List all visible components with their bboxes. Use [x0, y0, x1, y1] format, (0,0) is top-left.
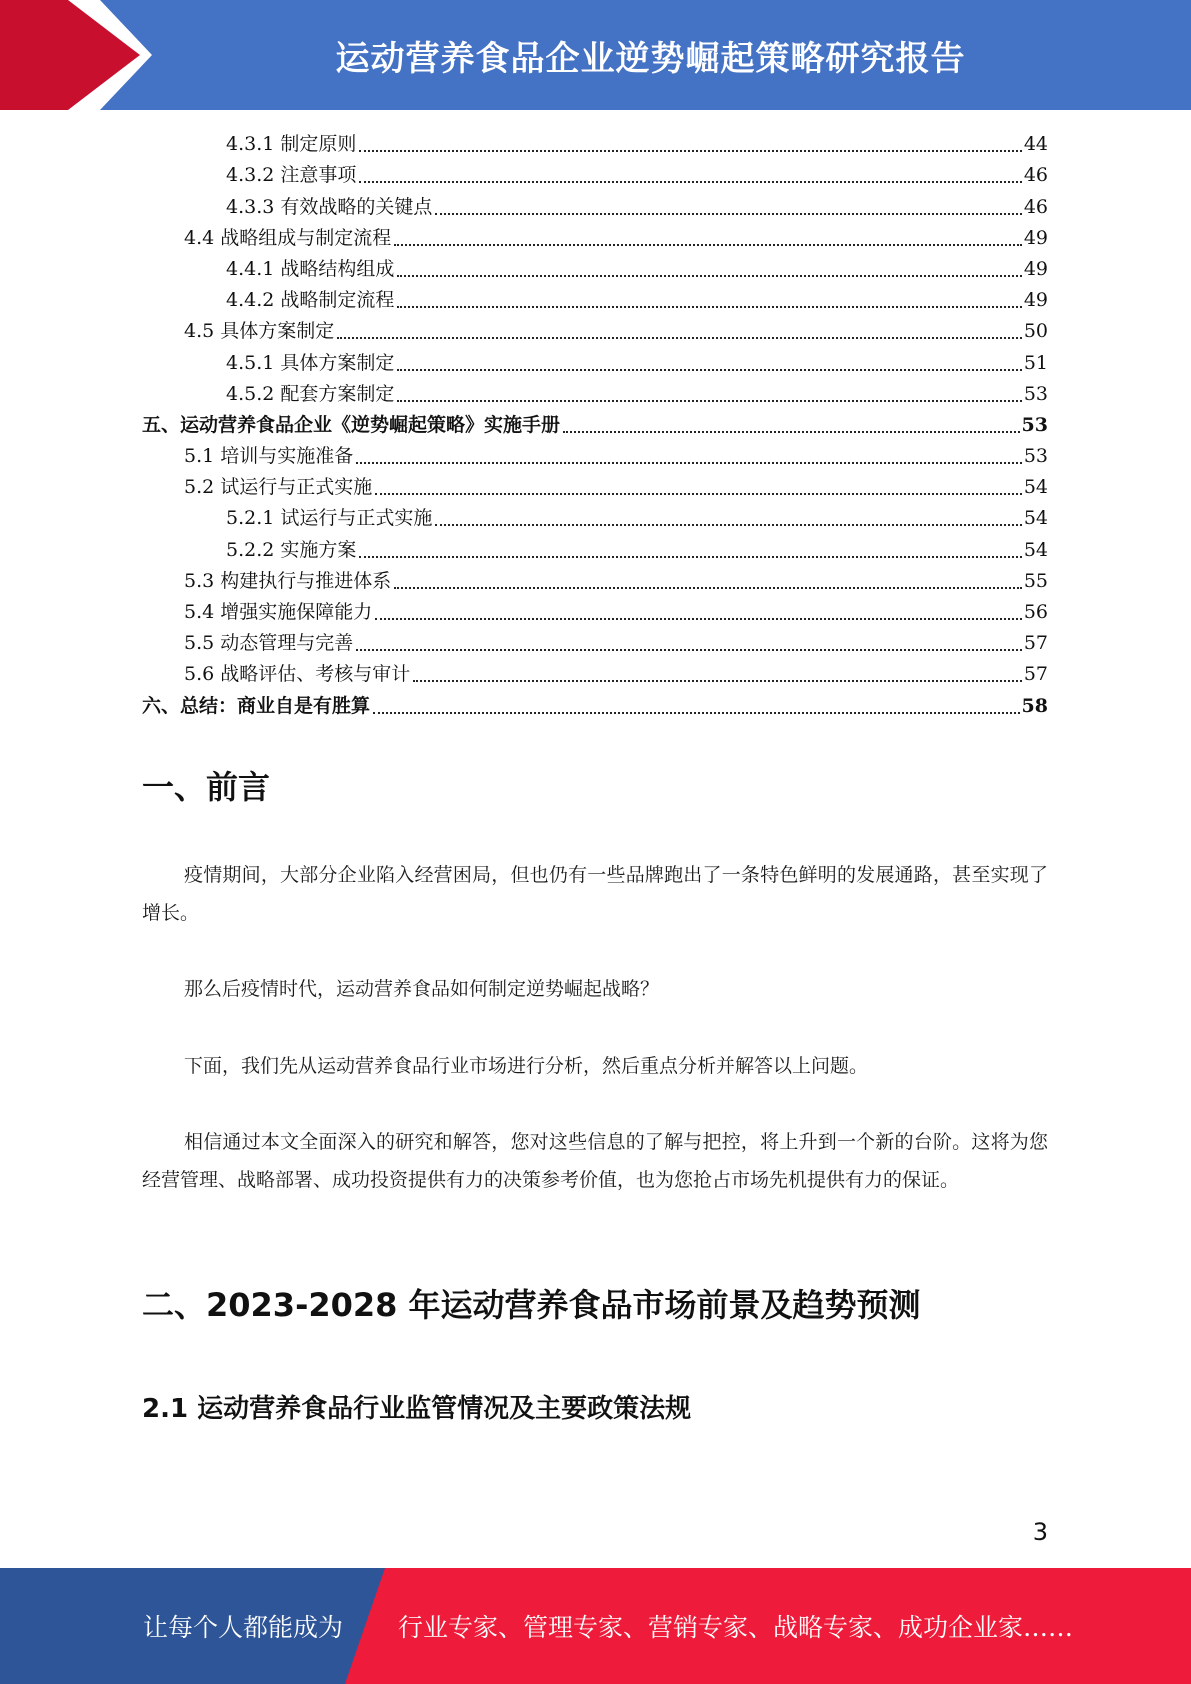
toc-entry-page: 53	[1023, 445, 1048, 468]
toc-leader-dots	[359, 149, 1021, 152]
toc-leader-dots	[563, 430, 1020, 433]
toc-entry-label: 4.3.3 有效战略的关键点	[226, 195, 433, 218]
body-paragraph: 下面，我们先从运动营养食品行业市场进行分析，然后重点分析并解答以上问题。	[184, 1055, 869, 1077]
body-paragraph: 相信通过本文全面深入的研究和解答，您对这些信息的了解与把控，将上升到一个新的台阶。这将为您经营管理、战略部署、成功投资提供有力的决策参考价值，也为您抢占市场先机提供有力的保证。	[142, 1131, 1048, 1191]
toc-leader-dots	[356, 461, 1022, 464]
toc-leader-dots	[435, 523, 1021, 526]
toc-entry[interactable]	[142, 284, 1048, 315]
toc-entry-label: 4.5 具体方案制定	[184, 320, 335, 343]
toc-entry-label: 5.3 构建执行与推进体系	[184, 569, 392, 592]
toc-entry[interactable]	[142, 315, 1048, 346]
section-heading-preface: 一、前言	[142, 768, 271, 806]
toc-entry-page: 46	[1023, 195, 1048, 218]
toc-entry-page: 54	[1023, 507, 1048, 530]
toc-entry-page: 49	[1023, 289, 1048, 312]
toc-entry-label: 5.2.1 试运行与正式实施	[226, 507, 433, 530]
section-heading-market-outlook: 二、2023-2028 年运动营养食品市场前景及趋势预测	[142, 1286, 921, 1324]
header-banner	[0, 0, 1191, 110]
toc-leader-dots	[413, 679, 1022, 682]
toc-entry-label: 5.5 动态管理与完善	[184, 632, 354, 655]
toc-entry[interactable]	[142, 346, 1048, 377]
toc-entry[interactable]	[142, 159, 1048, 190]
toc-leader-dots	[373, 711, 1020, 714]
footer-slogan-roles: 行业专家、管理专家、营销专家、战略专家、成功企业家……	[398, 1613, 1074, 1642]
toc-entry[interactable]	[142, 253, 1048, 284]
toc-entry-label: 4.5.1 具体方案制定	[226, 351, 395, 374]
toc-leader-dots	[394, 586, 1022, 589]
toc-entry[interactable]	[142, 440, 1048, 471]
toc-entry-page: 55	[1023, 569, 1048, 592]
toc-entry-page: 44	[1023, 133, 1048, 156]
toc-entry-label: 5.2 试运行与正式实施	[184, 476, 373, 499]
table-of-contents	[142, 128, 1048, 721]
toc-entry[interactable]	[142, 190, 1048, 221]
toc-leader-dots	[375, 492, 1022, 495]
toc-entry-page: 49	[1023, 257, 1048, 280]
toc-entry[interactable]	[142, 128, 1048, 159]
toc-entry[interactable]	[142, 565, 1048, 596]
toc-entry[interactable]	[142, 471, 1048, 502]
toc-entry-label: 4.3.1 制定原则	[226, 133, 357, 156]
toc-entry[interactable]	[142, 378, 1048, 409]
page-number: 3	[1032, 1518, 1048, 1546]
toc-entry[interactable]	[142, 658, 1048, 689]
body-paragraph: 疫情期间，大部分企业陷入经营困局，但也仍有一些品牌跑出了一条特色鲜明的发展通路，甚至实现了增长。	[142, 864, 1048, 924]
toc-entry-page: 54	[1023, 538, 1048, 561]
toc-entry[interactable]	[142, 627, 1048, 658]
toc-entry-label: 5.4 增强实施保障能力	[184, 601, 373, 623]
toc-entry[interactable]	[142, 502, 1048, 533]
toc-entry-label: 六、总结：商业自是有胜算	[142, 694, 371, 717]
toc-leader-dots	[337, 336, 1022, 339]
toc-entry-label: 5.2.2 实施方案	[226, 538, 357, 561]
toc-entry[interactable]	[142, 533, 1048, 564]
toc-entry-label: 五、运动营养食品企业《逆势崛起策略》实施手册	[142, 413, 561, 436]
toc-leader-dots	[359, 555, 1021, 558]
toc-leader-dots	[435, 212, 1021, 215]
toc-chapter-entry[interactable]	[142, 409, 1048, 440]
toc-entry-label: 4.3.2 注意事项	[226, 164, 357, 187]
toc-leader-dots	[394, 243, 1022, 246]
toc-leader-dots	[397, 399, 1021, 402]
body-paragraph: 那么后疫情时代，运动营养食品如何制定逆势崛起战略？	[184, 978, 660, 1000]
toc-entry-page: 49	[1023, 226, 1048, 249]
toc-chapter-entry[interactable]	[142, 689, 1048, 720]
toc-entry-page: 56	[1023, 601, 1048, 623]
toc-entry-label: 4.5.2 配套方案制定	[226, 382, 395, 405]
toc-entry-label: 5.1 培训与实施准备	[184, 445, 354, 468]
subsection-heading-regulation: 2.1 运动营养食品行业监管情况及主要政策法规	[142, 1394, 692, 1424]
toc-entry-page: 51	[1023, 351, 1048, 374]
toc-entry[interactable]	[142, 222, 1048, 253]
toc-leader-dots	[356, 648, 1022, 651]
toc-entry-page: 53	[1023, 382, 1048, 405]
report-title: 运动营养食品企业逆势崛起策略研究报告	[335, 38, 966, 79]
toc-leader-dots	[397, 305, 1021, 308]
toc-leader-dots	[397, 368, 1021, 371]
toc-leader-dots	[375, 617, 1022, 620]
toc-entry-label: 4.4.2 战略制定流程	[226, 289, 395, 312]
toc-leader-dots	[397, 274, 1021, 277]
toc-entry-page: 57	[1023, 663, 1048, 686]
footer-slogan-lead: 让每个人都能成为	[143, 1613, 344, 1642]
toc-entry-page: 53	[1021, 413, 1048, 436]
toc-entry-page: 46	[1023, 164, 1048, 187]
toc-entry-label: 4.4 战略组成与制定流程	[184, 226, 392, 249]
footer-banner	[0, 1568, 1191, 1684]
toc-entry-page: 58	[1021, 694, 1048, 717]
toc-leader-dots	[359, 180, 1021, 183]
toc-entry-page: 54	[1023, 476, 1048, 499]
toc-entry[interactable]	[142, 596, 1048, 627]
toc-entry-page: 50	[1023, 320, 1048, 343]
toc-entry-page: 57	[1023, 632, 1048, 655]
toc-entry-label: 4.4.1 战略结构组成	[226, 257, 395, 280]
toc-entry-label: 5.6 战略评估、考核与审计	[184, 663, 411, 686]
